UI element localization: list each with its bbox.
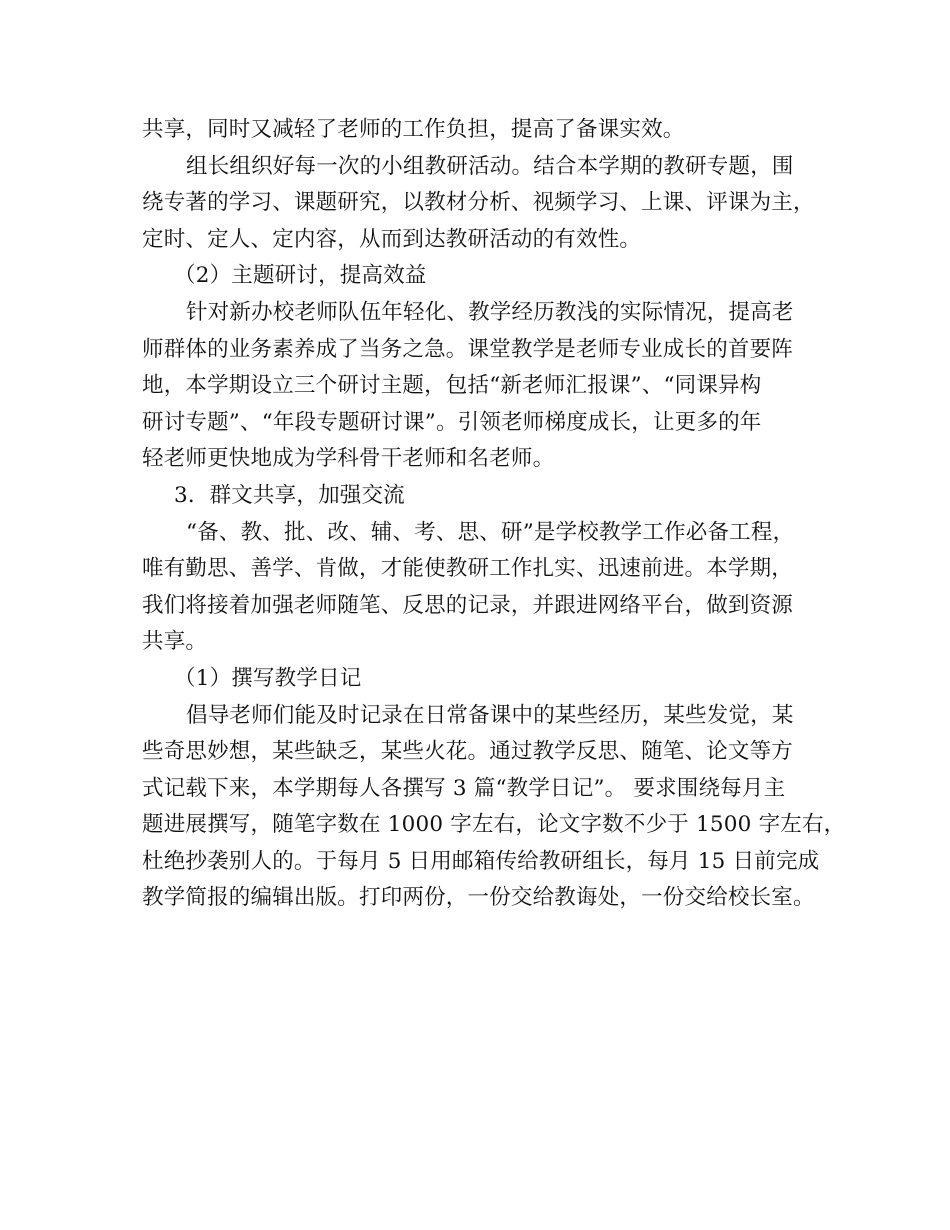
paragraph-line: 教学简报的编辑出版。打印两份，一份交给教诲处，一份交给校长室。	[142, 885, 815, 911]
section-heading: （2）主题研讨，提高效益	[174, 263, 427, 289]
paragraph-line: 我们将接着加强老师随笔、反思的记录，并跟进网络平台，做到资源	[142, 592, 794, 618]
paragraph-line: 倡导老师们能及时记录在日常备课中的某些经历，某些发觉，某	[186, 702, 794, 728]
paragraph-line: “备、教、批、改、辅、考、思、研”是学校教学工作必备工程，	[186, 519, 795, 545]
section-heading: 3．群文共享，加强交流	[174, 482, 405, 508]
paragraph-line: 针对新办校老师队伍年轻化、教学经历教浅的实际情况，提高老	[186, 299, 794, 325]
paragraph-line: 些奇思妙想，某些缺乏，某些火花。通过教学反思、随笔、论文等方	[142, 739, 794, 765]
paragraph-line: 地，本学期设立三个研讨主题，包括“新老师汇报课”、“同课异构	[142, 373, 762, 399]
paragraph-line: 师群体的业务素养成了当务之急。课堂教学是老师专业成长的首要阵	[142, 336, 794, 362]
paragraph-line: 式记载下来，本学期每人各撰写 3 篇“教学日记”。 要求围绕每月主	[142, 775, 786, 801]
paragraph-line: 定时、定人、定内容，从而到达教研活动的有效性。	[142, 226, 642, 252]
paragraph-line: 题进展撰写，随笔字数在 1000 字左右，论文字数不少于 1500 字左右，	[142, 812, 846, 838]
paragraph-line: 杜绝抄袭别人的。于每月 5 日用邮箱传给教研组长，每月 15 日前完成	[142, 848, 820, 874]
paragraph-line: 研讨专题”、“年段专题研讨课”。引领老师梯度成长，让更多的年	[142, 409, 762, 435]
paragraph-line: 唯有勤思、善学、肯做，才能使教研工作扎实、迅速前进。本学期，	[142, 556, 794, 582]
paragraph-line: 轻老师更快地成为学科骨干老师和名老师。	[142, 446, 555, 472]
document-body	[142, 112, 846, 917]
paragraph-line: 共享。	[142, 629, 208, 655]
paragraph-line: 共享，同时又减轻了老师的工作负担，提高了备课实效。	[142, 117, 685, 142]
section-heading: （1）撰写教学日记	[174, 665, 362, 691]
paragraph-line: 组长组织好每一次的小组教研活动。结合本学期的教研专题，围	[186, 153, 794, 179]
paragraph-line: 绕专著的学习、课题研究，以教材分析、视频学习、上课、评课为主，	[142, 190, 815, 216]
